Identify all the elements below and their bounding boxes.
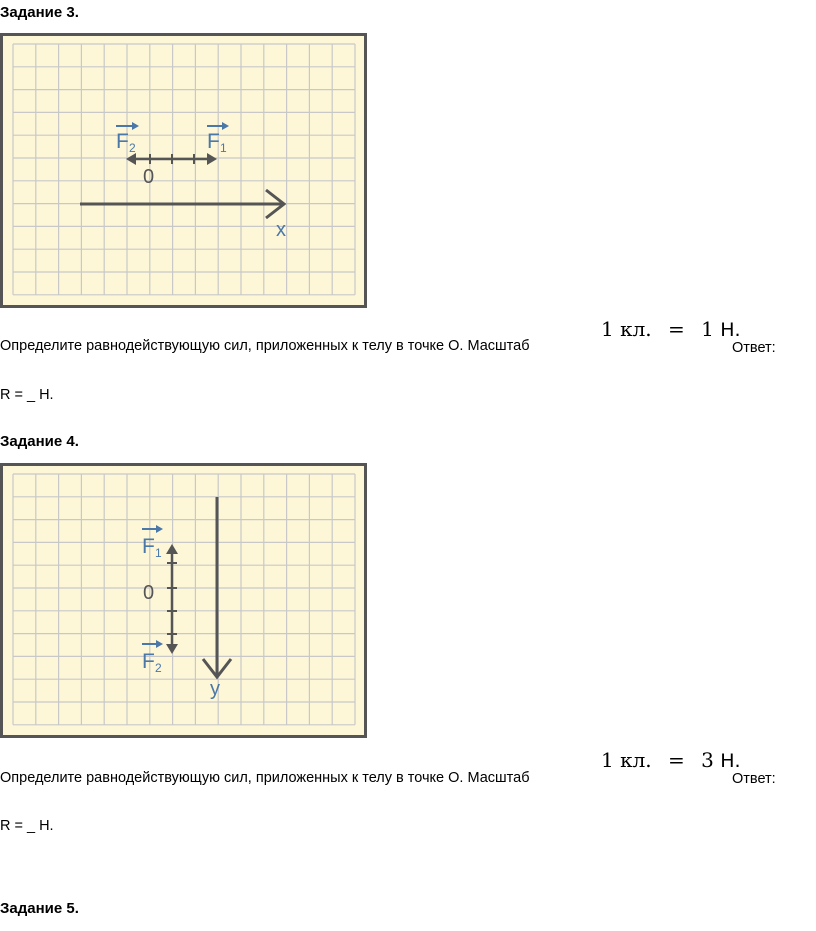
task4-answer-label: Ответ: — [732, 771, 776, 787]
task3-answer-line: R = _ Н. — [0, 387, 54, 403]
force-f2-subscript: 2 — [155, 661, 162, 675]
force-f1-subscript: 1 — [220, 141, 227, 155]
force-f2-subscript: 2 — [129, 141, 136, 155]
grid-frame — [2, 35, 366, 307]
scale-equals: = — [668, 317, 685, 341]
task4-question: Определите равнодействующую сил, приложенных к телу в точке О. Масштаб — [0, 770, 530, 786]
origin-label: 0 — [143, 166, 155, 188]
task4-heading: Задание 4. — [0, 433, 79, 450]
task3-scale — [601, 317, 741, 341]
y-axis-label: y — [210, 678, 220, 700]
scale-right-number: 3 — [701, 748, 714, 772]
task3-question: Определите равнодействующую сил, приложенных к телу в точке О. Масштаб — [0, 338, 530, 354]
origin-label: 0 — [143, 582, 155, 604]
force-f2-label: F — [142, 650, 155, 673]
scale-left: 1 кл. — [601, 748, 652, 772]
scale-right-unit: Н. — [720, 750, 741, 772]
grid-frame — [2, 465, 366, 737]
task4-figure — [0, 463, 368, 739]
task4-answer-line: R = _ Н. — [0, 818, 54, 834]
scale-right-number: 1 — [701, 317, 714, 341]
force-f1-subscript: 1 — [155, 546, 162, 560]
task3-answer-label: Ответ: — [732, 340, 776, 356]
force-f1-label: F — [207, 130, 220, 153]
task3-heading: Задание 3. — [0, 4, 79, 21]
scale-equals: = — [668, 748, 685, 772]
force-f2-label: F — [116, 130, 129, 153]
task3-figure — [0, 33, 368, 309]
scale-left: 1 кл. — [601, 317, 652, 341]
force-f1-label: F — [142, 535, 155, 558]
x-axis-label: x — [276, 219, 286, 241]
scale-right-unit: Н. — [720, 319, 741, 341]
task4-scale — [601, 748, 741, 772]
task5-heading: Задание 5. — [0, 900, 79, 917]
